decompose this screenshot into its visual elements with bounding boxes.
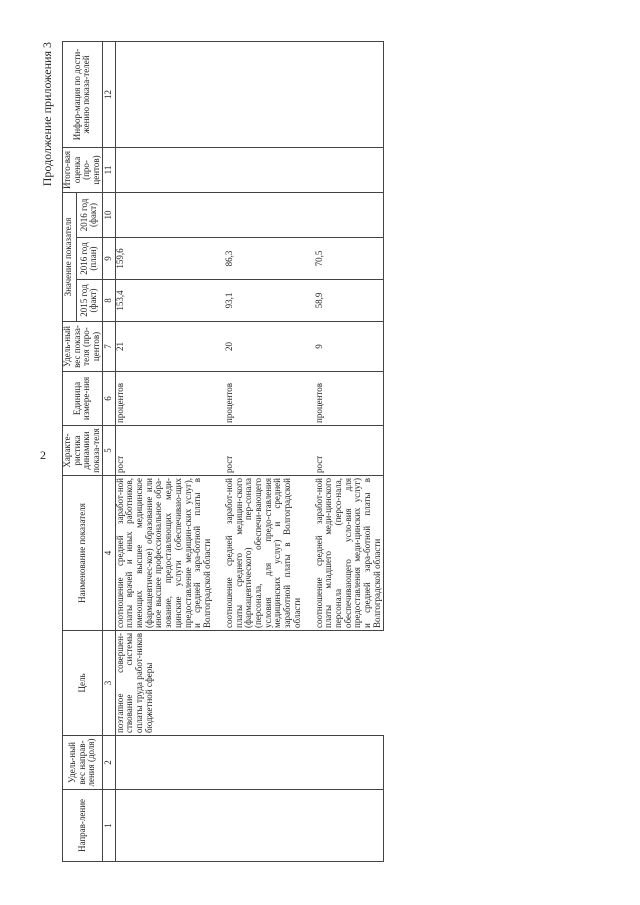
dynamics-cell: рост xyxy=(303,426,384,476)
col-number: 2 xyxy=(102,736,115,790)
weight-cell: 9 xyxy=(303,322,384,372)
share-cell xyxy=(115,736,213,790)
value-2015-cell: 93,1 xyxy=(213,280,303,322)
header-unit: Единица измере-ния xyxy=(63,372,103,426)
direction-cell xyxy=(213,790,303,862)
total-cell xyxy=(303,147,384,192)
table-row xyxy=(115,41,213,861)
value-2016-plan-cell: 86,3 xyxy=(213,238,303,280)
info-cell xyxy=(303,41,384,147)
header-2016-fact: 2016 год (факт) xyxy=(76,192,102,237)
indicator-name-cell: соотношение средней заработ-ной платы врачей и иных работников, имеющих высшее медицинское (фармацевтичес-кое) образование или иное высшее профессиональное обра-зование, предоставляющих меди-цинские услуги (обеспечиваю-щих предоставление медицин-ских услуг), и средней зара-ботной платы в Волгоградской области xyxy=(115,476,213,631)
col-number: 7 xyxy=(102,322,115,372)
header-direction: Направ-ление xyxy=(63,790,103,862)
info-cell xyxy=(115,41,213,147)
header-info: Инфор-мация по дости-жению показа-телей xyxy=(63,41,103,147)
col-number: 4 xyxy=(102,476,115,631)
col-number: 12 xyxy=(102,41,115,147)
header-share-direction: Удель-ный вес направ-ления (доля) xyxy=(63,736,103,790)
table-row xyxy=(213,41,303,861)
value-2016-fact-cell xyxy=(303,192,384,237)
header-row-1 xyxy=(63,41,77,861)
col-number: 11 xyxy=(102,147,115,192)
header-dynamics: Характе-ристика динамики показа-теля xyxy=(63,426,103,476)
value-2016-plan-cell: 159,6 xyxy=(115,238,213,280)
total-cell xyxy=(115,147,213,192)
goal-cell: поэтапное совершен-ствование системы оплаты труда работ-ников бюджетной сферы xyxy=(115,631,383,736)
indicators-table xyxy=(62,41,384,862)
header-goal: Цель xyxy=(63,631,103,736)
header-weight: Удель-ный вес показа-теля (про-центов) xyxy=(63,322,103,372)
header-value-group: Значение показателя xyxy=(63,192,77,321)
share-cell xyxy=(213,736,303,790)
table-row xyxy=(303,41,384,861)
direction-cell xyxy=(115,790,213,862)
col-number: 8 xyxy=(102,280,115,322)
page-number: 2 xyxy=(40,448,46,462)
direction-cell xyxy=(303,790,384,862)
col-number: 10 xyxy=(102,192,115,237)
column-number-row xyxy=(102,41,115,861)
value-2016-fact-cell xyxy=(115,192,213,237)
dynamics-cell: рост xyxy=(213,426,303,476)
header-indicator-name: Наименование показателя xyxy=(63,476,103,631)
value-2016-fact-cell xyxy=(213,192,303,237)
dynamics-cell: рост xyxy=(115,426,213,476)
col-number: 9 xyxy=(102,238,115,280)
unit-cell: процентов xyxy=(303,372,384,426)
value-2015-cell: 153,4 xyxy=(115,280,213,322)
col-number: 5 xyxy=(102,426,115,476)
weight-cell: 21 xyxy=(115,322,213,372)
value-2016-plan-cell: 70,5 xyxy=(303,238,384,280)
weight-cell: 20 xyxy=(213,322,303,372)
indicator-name-cell: соотношение средней заработ-ной платы младшего меди-цинского персонала (персо-нала, обеспечивающего усло-вия для предоставления меди-цинских услуг) и средней зара-ботной платы в Волгоградской области xyxy=(303,476,384,631)
header-2015-fact: 2015 год (факт) xyxy=(76,280,102,322)
unit-cell: процентов xyxy=(213,372,303,426)
col-number: 3 xyxy=(102,631,115,736)
unit-cell: процентов xyxy=(115,372,213,426)
total-cell xyxy=(213,147,303,192)
col-number: 6 xyxy=(102,372,115,426)
header-2016-plan: 2016 год (план) xyxy=(76,238,102,280)
value-2015-cell: 58,9 xyxy=(303,280,384,322)
share-cell xyxy=(303,736,384,790)
appendix-caption: Продолжение приложения 3 xyxy=(40,42,54,187)
rotated-table-block xyxy=(40,42,382,862)
indicator-name-cell: соотношение средней заработ-ной платы среднего медицин-ского (фармацевтического) пер-сонала (персонала, обеспечи-вающего условия для предо-ставления медицинских услуг) и средней заработной платы в Волгоградской области xyxy=(213,476,303,631)
header-total: Итого-вая оценка (про-центов) xyxy=(63,147,103,192)
info-cell xyxy=(213,41,303,147)
col-number: 1 xyxy=(102,790,115,862)
